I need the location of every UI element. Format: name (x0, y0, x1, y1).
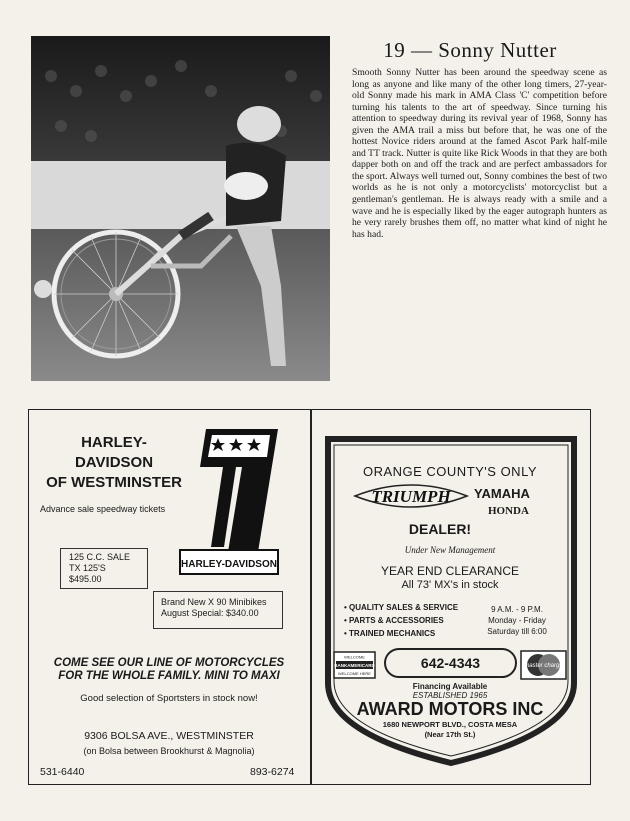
minibike-line: Brand New X 90 Minibikes (161, 597, 267, 607)
article-title: 19 — Sonny Nutter (383, 38, 557, 62)
financing-text: Financing Available (412, 682, 488, 691)
rider-photo (31, 36, 330, 381)
award-phone: 642-4343 (384, 648, 517, 678)
come-see-text (38, 657, 300, 683)
dealer-text: DEALER! (408, 521, 472, 537)
clearance-text: YEAR END CLEARANCE (380, 564, 520, 578)
award-motors-name: AWARD MOTORS INC (356, 699, 544, 719)
sale-line: 125 C.C. SALE (69, 552, 131, 562)
harley-title-line2: OF WESTMINSTER (46, 474, 182, 491)
ads-divider (310, 409, 312, 785)
bank-top-text: WELCOME (344, 654, 365, 660)
mastercharge-logo (520, 650, 567, 680)
harley-phone-1: 531-6440 (40, 766, 85, 778)
minibike-line: August Special: $340.00 (161, 608, 259, 618)
come-line1: COME SEE OUR LINE OF MOTORCYCLES (53, 657, 285, 669)
harley-title-line1: HARLEY-DAVIDSON (74, 434, 154, 471)
hours-line: Saturday till 6:00 (487, 627, 547, 636)
bank-bottom-text: WELCOME HERE (338, 671, 371, 676)
hours-line: Monday - Friday (488, 616, 546, 625)
new-management-text: Under New Management (404, 545, 496, 555)
orange-county-text: ORANGE COUNTY'S ONLY (362, 464, 538, 479)
bank-name-text: BANKAMERICARD (334, 663, 375, 668)
triumph-text: TRIUMPH (371, 487, 451, 506)
award-near: (Near 17th St.) (424, 730, 476, 739)
come-line2: FOR THE WHOLE FAMILY. MINI TO MAXI (58, 670, 280, 682)
sale-line: $495.00 (69, 574, 102, 584)
mx-stock-text: All 73' MX's in stock (401, 579, 499, 591)
mastercharge-text: master charge (524, 663, 563, 669)
service-item: • QUALITY SALES & SERVICE (344, 603, 459, 612)
service-item: • TRAINED MECHANICS (344, 629, 436, 638)
hours-line: 9 A.M. - 9 P.M. (491, 605, 543, 614)
harley-number-one-logo (178, 427, 280, 577)
sportsters-text: Good selection of Sportsters in stock now! (80, 693, 258, 704)
service-item: • PARTS & ACCESSORIES (344, 616, 444, 625)
hours-list (472, 604, 562, 637)
sale-box (60, 548, 148, 589)
triumph-logo (351, 480, 471, 512)
sale-line: TX 125'S (69, 563, 106, 573)
services-list (344, 601, 458, 640)
award-street: 1680 NEWPORT BLVD., COSTA MESA (382, 720, 518, 729)
harley-title (44, 433, 184, 493)
article-body: Smooth Sonny Nutter has been around the speedway scene as long as anyone and like many of the other long timers, 27-year-old Sonny made his mark in AMA Class 'C' competition before turning his talents to the art of speedway. Since turning his attention to speedway during its revival year of 1968, Sonny has given the AMA trail a miss but before that, he was one of the hottest Novice riders around at the famed Ascot Park half-mile and TT track. Nutter is quite like Rick Woods in that they are both dapper both on and off the track and are perfect ambassadors for the sport. Always well turned out, Sonny combines the best of two worlds as he is not only a motorcyclists' motorcyclist but a gentleman's gentleman. He is always ready with a smile and a wave and he is especially liked by the eager autograph hunters as he very rarely brushes them off, no matter what kind of night he has had. (352, 67, 608, 240)
harley-phone-2: 893-6274 (250, 766, 295, 778)
harley-logo-text: HARLEY-DAVIDSON (181, 559, 277, 570)
minibike-box (153, 591, 283, 629)
harley-address-note: (on Bolsa between Brookhurst & Magnolia) (83, 746, 255, 756)
established-text: ESTABLISHED 1965 (412, 691, 488, 700)
harley-address: 9306 BOLSA AVE., WESTMINSTER (84, 730, 254, 742)
bankamericard-logo (333, 651, 376, 679)
advance-tickets-text: Advance sale speedway tickets (40, 504, 166, 514)
yamaha-text: YAMAHA (474, 486, 530, 501)
honda-text: HONDA (488, 505, 529, 517)
